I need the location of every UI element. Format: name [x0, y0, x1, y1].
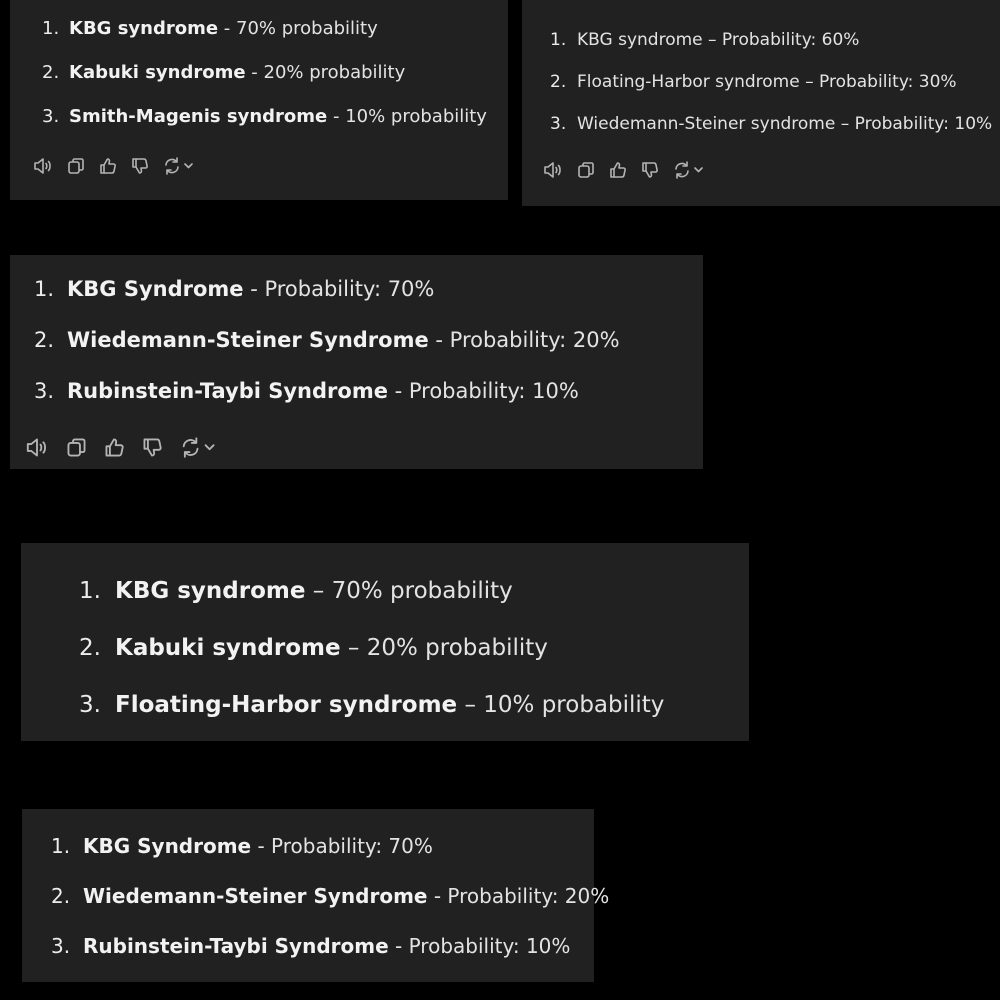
- item-name: KBG Syndrome: [67, 277, 244, 301]
- thumbs-up-icon: [608, 160, 628, 180]
- list-item: [51, 886, 609, 906]
- item-text: KBG syndrome – Probability: 60%: [577, 30, 860, 50]
- list-item: [34, 279, 434, 300]
- read-aloud-button[interactable]: [542, 160, 564, 180]
- item-number: 2.: [51, 884, 71, 908]
- item-name: KBG syndrome: [69, 18, 219, 39]
- response-panel-1: [10, 0, 508, 200]
- message-toolbar: [32, 156, 206, 176]
- bad-response-button[interactable]: [141, 436, 164, 459]
- list-item: [42, 64, 405, 82]
- regenerate-icon: [179, 436, 216, 459]
- list-item: [34, 381, 579, 402]
- thumbs-up-icon: [103, 436, 126, 459]
- copy-icon: [66, 156, 86, 176]
- copy-button[interactable]: [576, 160, 596, 180]
- item-name: KBG syndrome: [115, 578, 306, 604]
- item-number: 1.: [34, 277, 55, 301]
- chevron-down-icon: [185, 164, 192, 168]
- item-text: Floating-Harbor syndrome – Probability: 30%: [577, 72, 957, 92]
- item-number: 3.: [550, 114, 567, 134]
- item-probability: - Probability: 70%: [251, 834, 433, 858]
- item-probability: - Probability: 10%: [388, 934, 571, 958]
- response-panel-2: [522, 0, 1000, 206]
- speaker-icon: [542, 160, 564, 180]
- copy-button[interactable]: [66, 156, 86, 176]
- item-probability: - 70% probability: [218, 18, 378, 39]
- thumbs-down-icon: [141, 436, 164, 459]
- regenerate-button[interactable]: [672, 160, 704, 180]
- item-number: 3.: [79, 692, 101, 718]
- speaker-icon: [24, 436, 50, 459]
- regenerate-icon: [162, 156, 194, 176]
- item-probability: - 20% probability: [245, 62, 406, 83]
- item-name: Kabuki syndrome: [115, 635, 341, 661]
- item-number: 1.: [550, 30, 567, 50]
- item-probability: - Probability: 20%: [428, 328, 620, 352]
- bad-response-button[interactable]: [130, 156, 150, 176]
- item-name: Wiedemann-Steiner Syndrome: [83, 884, 428, 908]
- message-toolbar: [24, 436, 228, 459]
- list-item: [34, 330, 620, 351]
- response-panel-4: [21, 543, 749, 741]
- good-response-button[interactable]: [103, 436, 126, 459]
- item-number: 2.: [79, 635, 101, 661]
- good-response-button[interactable]: [608, 160, 628, 180]
- response-panel-3: [10, 255, 703, 469]
- item-number: 2.: [550, 72, 567, 92]
- item-name: KBG Syndrome: [83, 834, 252, 858]
- bad-response-button[interactable]: [640, 160, 660, 180]
- list-item: [79, 637, 548, 660]
- item-name: Wiedemann-Steiner Syndrome: [67, 328, 429, 352]
- item-name: Floating-Harbor syndrome: [115, 692, 458, 718]
- list-item: [79, 580, 513, 603]
- item-name: Rubinstein-Taybi Syndrome: [83, 934, 389, 958]
- item-number: 1.: [42, 18, 60, 39]
- item-probability: - 10% probability: [327, 106, 487, 127]
- item-probability: – 10% probability: [457, 692, 665, 718]
- good-response-button[interactable]: [98, 156, 118, 176]
- item-name: Kabuki syndrome: [69, 62, 246, 83]
- item-number: 2.: [34, 328, 55, 352]
- list-item: [550, 74, 957, 91]
- item-number: 1.: [79, 578, 101, 604]
- message-toolbar: [542, 160, 716, 180]
- item-probability: – 70% probability: [305, 578, 513, 604]
- list-item: [79, 694, 664, 717]
- thumbs-up-icon: [98, 156, 118, 176]
- item-probability: – 20% probability: [340, 635, 548, 661]
- copy-icon: [576, 160, 596, 180]
- list-item: [51, 936, 570, 956]
- speaker-icon: [32, 156, 54, 176]
- item-number: 2.: [42, 62, 60, 83]
- item-name: Rubinstein-Taybi Syndrome: [67, 379, 388, 403]
- chevron-down-icon: [206, 445, 214, 449]
- thumbs-down-icon: [640, 160, 660, 180]
- regenerate-button[interactable]: [179, 436, 216, 459]
- item-probability: - Probability: 10%: [387, 379, 579, 403]
- copy-button[interactable]: [65, 436, 88, 459]
- item-name: Smith-Magenis syndrome: [69, 106, 328, 127]
- item-number: 3.: [42, 106, 60, 127]
- response-panel-5: [22, 809, 610, 982]
- read-aloud-button[interactable]: [32, 156, 54, 176]
- chevron-down-icon: [695, 168, 702, 172]
- copy-icon: [65, 436, 88, 459]
- item-number: 3.: [34, 379, 55, 403]
- item-number: 1.: [51, 834, 71, 858]
- item-probability: - Probability: 70%: [243, 277, 435, 301]
- regenerate-icon: [672, 160, 704, 180]
- regenerate-button[interactable]: [162, 156, 194, 176]
- item-probability: - Probability: 20%: [427, 884, 610, 908]
- list-item: [42, 20, 378, 38]
- list-item: [550, 32, 859, 49]
- list-item: [51, 836, 433, 856]
- read-aloud-button[interactable]: [24, 436, 50, 459]
- item-text: Wiedemann-Steiner syndrome – Probability: 10%: [577, 114, 993, 134]
- thumbs-down-icon: [130, 156, 150, 176]
- list-item: [42, 108, 487, 126]
- item-number: 3.: [51, 934, 71, 958]
- list-item: [550, 116, 992, 133]
